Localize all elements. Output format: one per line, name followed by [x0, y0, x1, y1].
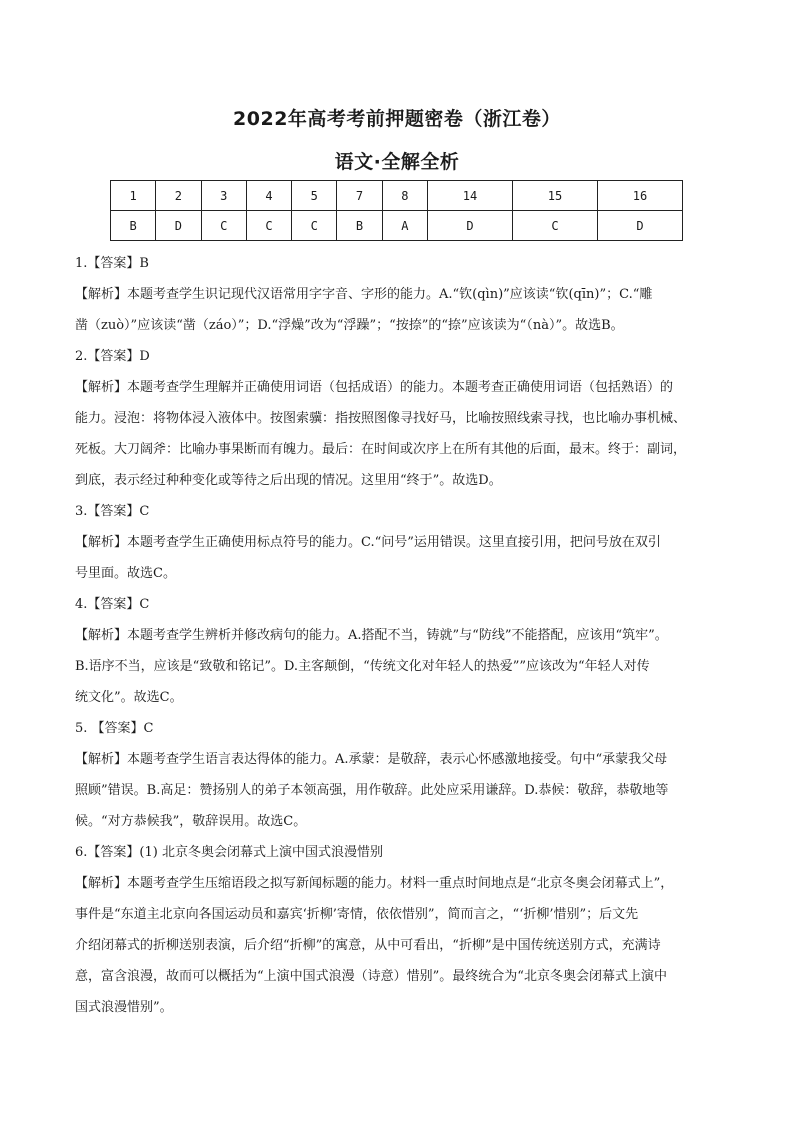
- explanation-line: 能力。浸泡：将物体浸入液体中。按图索骥：指按照图像寻找好马，比喻按照线索寻找，也比喻办事机械、: [75, 411, 687, 426]
- explanation-line: 国式浪漫惜别”。: [75, 1000, 173, 1015]
- answer-table-answers-row: [111, 211, 683, 241]
- answer-heading-1: 1.【答案】B: [75, 256, 149, 271]
- explanation-line: 【解析】本题考查学生正确使用标点符号的能力。C.“问号”运用错误。这里直接引用，把问号放在双引: [75, 535, 661, 550]
- explanation-line: 照顾”错误。B.高足：赞扬别人的弟子本领高强，用作敬辞。此处应采用谦辞。D.恭候：敬辞，恭敬地等: [75, 783, 669, 798]
- question-number: 7: [337, 181, 382, 211]
- explanation-line: 【解析】本题考查学生压缩语段之拟写新闻标题的能力。材料一重点时间地点是“北京冬奥会闭幕式上”，: [75, 876, 674, 891]
- answer-table-numbers-row: [111, 181, 683, 211]
- answer-letter: C: [201, 211, 246, 241]
- explanation-line: 凿（zuò）”应该读“凿（záo）”；D.“浮燥”改为“浮躁”；“按捺”的“捺”应该读为“（nà）”。故选B。: [75, 318, 624, 333]
- answer-heading-3: 3.【答案】C: [75, 504, 150, 519]
- explanation-line: 统文化”。故选C。: [75, 690, 183, 705]
- explanation-line: 意，富含浪漫，故而可以概括为“上演中国式浪漫（诗意）惜别”。最终统合为“北京冬奥会闭幕式上演中: [75, 969, 667, 984]
- explanation-line: 【解析】本题考查学生理解并正确使用词语（包括成语）的能力。本题考查正确使用词语（包括熟语）的: [75, 380, 674, 395]
- explanation-line: 号里面。故选C。: [75, 566, 176, 581]
- question-number: 1: [111, 181, 156, 211]
- answer-letter: D: [597, 211, 682, 241]
- question-number: 2: [156, 181, 201, 211]
- answer-heading-4: 4.【答案】C: [75, 597, 150, 612]
- answer-letter: D: [156, 211, 201, 241]
- answer-heading-2: 2.【答案】D: [75, 349, 150, 364]
- answer-letter: C: [292, 211, 337, 241]
- question-number: 15: [512, 181, 597, 211]
- answer-heading-6: 6.【答案】(1) 北京冬奥会闭幕式上演中国式浪漫惜别: [75, 845, 383, 860]
- explanation-body: [75, 248, 735, 1023]
- question-number: 4: [246, 181, 291, 211]
- answer-table: [110, 180, 683, 241]
- answer-letter: A: [382, 211, 427, 241]
- answer-letter: D: [427, 211, 512, 241]
- document-title: 2022年高考考前押题密卷（浙江卷）: [233, 108, 561, 130]
- document-subtitle: 语文·全解全析: [334, 151, 460, 173]
- answer-letter: C: [512, 211, 597, 241]
- answer-letter: B: [111, 211, 156, 241]
- question-number: 3: [201, 181, 246, 211]
- explanation-line: 死板。大刀阔斧：比喻办事果断而有魄力。最后：在时间或次序上在所有其他的后面，最末。终于：副词，: [75, 442, 687, 457]
- explanation-line: B.语序不当，应该是“致敬和铭记”。D.主客颠倒，“传统文化对年轻人的热爱””应该改为“年轻人对传: [75, 659, 650, 674]
- answer-letter: B: [337, 211, 382, 241]
- explanation-line: 【解析】本题考查学生辨析并修改病句的能力。A.搭配不当，铸就”与“防线”不能搭配，应该用“筑牢”。: [75, 628, 668, 643]
- explanation-line: 到底，表示经过种种变化或等待之后出现的情况。这里用“终于”。故选D。: [75, 473, 502, 488]
- explanation-line: 【解析】本题考查学生语言表达得体的能力。A.承蒙：是敬辞，表示心怀感激地接受。句中“承蒙我父母: [75, 752, 668, 767]
- answer-letter: C: [246, 211, 291, 241]
- answer-heading-5: 5. 【答案】C: [75, 721, 154, 736]
- question-number: 5: [292, 181, 337, 211]
- explanation-line: 介绍闭幕式的折柳送别表演，后介绍“折柳”的寓意，从中可看出，“折柳”是中国传统送别方式，充满诗: [75, 938, 661, 953]
- question-number: 16: [597, 181, 682, 211]
- explanation-line: 事件是“东道主北京向各国运动员和嘉宾‘折柳’寄情，依依惜别”，简而言之，“‘折柳’惜别”；后文先: [75, 907, 639, 922]
- question-number: 8: [382, 181, 427, 211]
- question-number: 14: [427, 181, 512, 211]
- explanation-line: 【解析】本题考查学生识记现代汉语常用字字音、字形的能力。A.“钦(qìn)”应该读“钦(qīn)”；C.“雕: [75, 287, 653, 302]
- explanation-line: 候。“对方恭候我”，敬辞误用。故选C。: [75, 814, 307, 829]
